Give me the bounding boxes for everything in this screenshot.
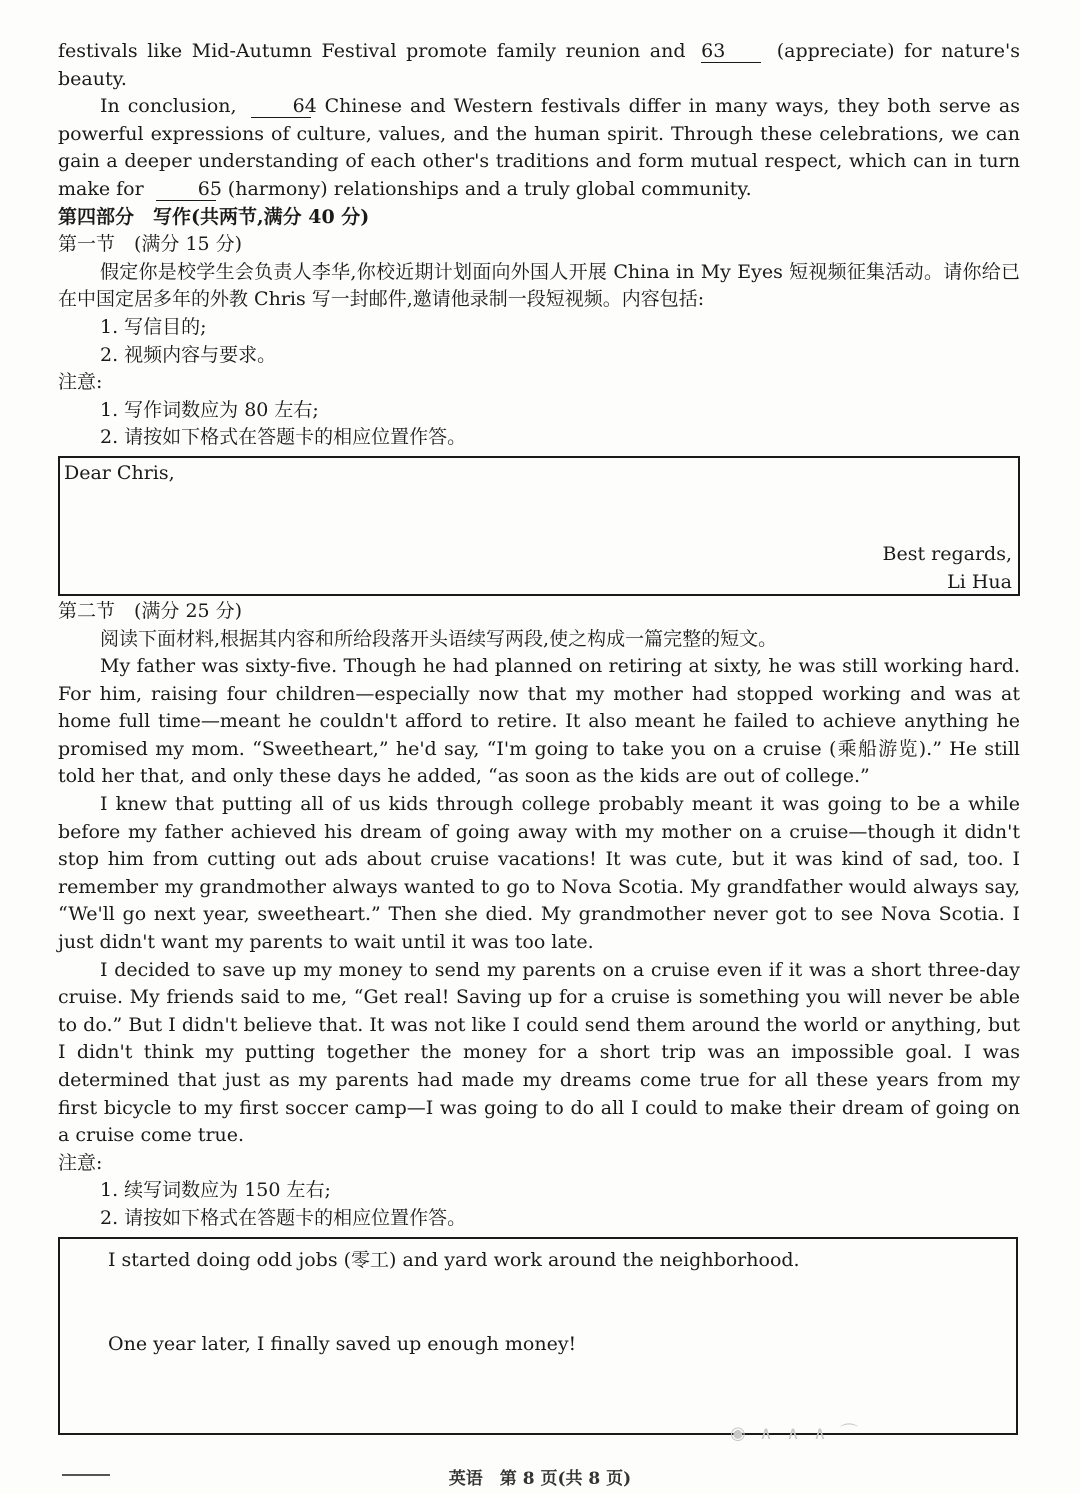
story-paragraph: My father was sixty-five. Though he had planned on retiring at sixty, he was still working hard. For him, raising four children—especially now that my mother had stopped working and was at home full time—meant he couldn't afford to retire. It also meant he failed to achieve anything he promised my mom. “Sweetheart,” he'd say, “I'm going to take you on a cruise (乘船游览).” He still told her that, and only these days he added, “as soon as the kids are out of college.” (58, 655, 1020, 788)
page-footer: 英语 第 8 页(共 8 页) (448, 1469, 632, 1489)
section2-title: 第二节 (满分 25 分) (58, 599, 243, 622)
letter-signature: Li Hua (947, 570, 1012, 593)
story-paragraph: I knew that putting all of us kids through college probably meant it was going to be a while before my father achieved his dream of going away with my mother on a cruise—though it didn't stop him from cutting out ads about cruise vacations! It was cute, but it was kind of sad, too. I remember my grandmother always wanted to go to Nova Scotia. My grandfather would always say, “We'll go next year, sweetheart.” Then she died. My grandmother never got to see Nova Scotia. I just didn't want my parents to wait until it was too late. (58, 793, 1020, 954)
section2-prompt: 阅读下面材料,根据其内容和所给段落开头语续写两段,使之构成一篇完整的短文。 (100, 627, 778, 650)
exam-page (58, 38, 1020, 1435)
note-label: 注意: (58, 371, 103, 394)
continuation-answer-box[interactable] (58, 1237, 1018, 1435)
section2-note: 1. 续写词数应为 150 左右; (100, 1179, 331, 1202)
section1-prompt: 假定你是校学生会负责人李华,你校近期计划面向外国人开展 China in My Eyes 短视频征集活动。请你给已在中国定居多年的外教 Chris 写一封邮件,邀请他录制一段短视频。内容包括: (58, 260, 1020, 311)
section1-item: 2. 视频内容与要求。 (100, 343, 277, 366)
paragraph-start-1: I started doing odd jobs (零工) and yard work around the neighborhood. (108, 1248, 800, 1271)
blank-64: 64 (251, 95, 311, 118)
note-label: 注意: (58, 1151, 103, 1174)
blank-63: 63 (701, 40, 761, 63)
section1-note: 2. 请按如下格式在答题卡的相应位置作答。 (100, 426, 467, 449)
passage-text: festivals like Mid-Autumn Festival promote family reunion and 63 (appreciate) for nature's beauty. (58, 40, 1020, 90)
section2-note: 2. 请按如下格式在答题卡的相应位置作答。 (100, 1206, 467, 1229)
part4-title: 第四部分 写作(共两节,满分 40 分) (58, 205, 370, 228)
section1-item: 1. 写信目的; (100, 315, 207, 338)
letter-salutation: Dear Chris, (64, 461, 175, 484)
section1-title: 第一节 (满分 15 分) (58, 233, 243, 256)
blank-65: 65 (156, 178, 216, 201)
section1-note: 1. 写作词数应为 80 左右; (100, 398, 319, 421)
letter-closing-block (883, 540, 1012, 596)
paragraph-start-2: One year later, I finally saved up enough money! (108, 1332, 577, 1355)
letter-closing: Best regards, (882, 542, 1012, 565)
letter-answer-box[interactable] (58, 456, 1020, 596)
passage-conclusion: In conclusion, 64 Chinese and Western festivals differ in many ways, they both serve as powerful expressions of culture, values, and the human spirit. Through these celebrations, we can gain a deeper understanding of each other's traditions and form mutual respect, which can in turn make for 65 (harmony) relationships and a truly global community. (58, 95, 1020, 200)
watermark-logo: ◉ ∧ ∧ ∧ ⌒ (730, 1423, 863, 1444)
story-paragraph: I decided to save up my money to send my parents on a cruise even if it was a short three-day cruise. My friends said to me, “Get real! Saving up for a cruise is something you will never be able to do.” But I didn't believe that. It was not like I could send them around the world or anything, but I didn't think my putting together the money for a short trip was an impossible goal. I was determined that just as my parents had made my dreams come true for all these years from my first bicycle to my first soccer camp—I was going to do all I could to make their dream of going on a cruise come true. (58, 958, 1020, 1147)
